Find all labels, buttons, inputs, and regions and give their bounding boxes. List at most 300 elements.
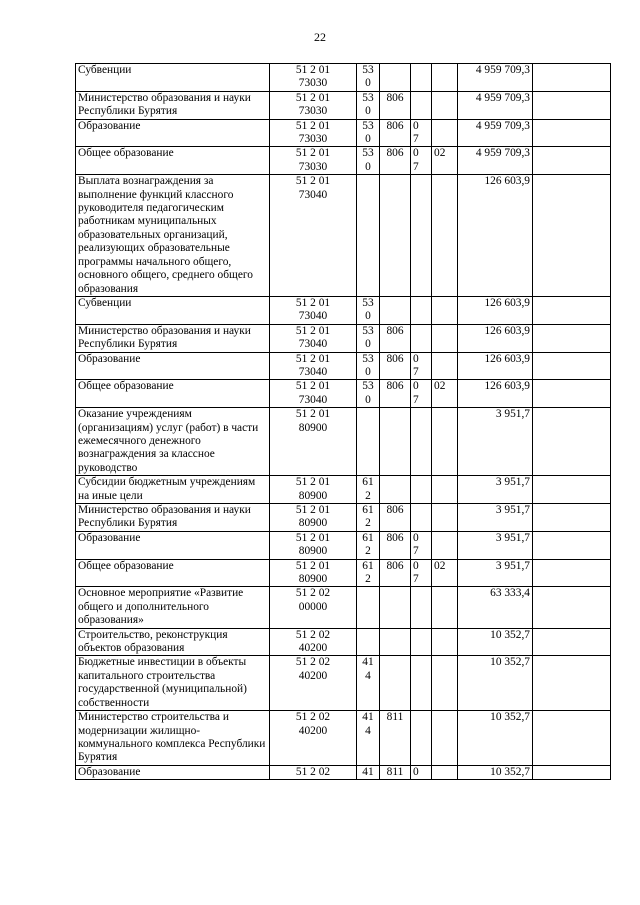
subsection-code-text: 02: [434, 147, 446, 160]
amount-cell: [458, 296, 533, 324]
subsection-code-cell: [432, 559, 458, 587]
target-article-code-text: 51 2 02: [295, 765, 331, 778]
amount-text: 126 603,9: [484, 324, 530, 337]
section-code-cell: [411, 119, 432, 147]
section-code-cell: [411, 408, 432, 476]
grbs-code-cell: [380, 559, 411, 587]
amount-text: 4 959 709,3: [475, 119, 530, 132]
section-code-cell: [411, 175, 432, 297]
amount-text: 10 352,7: [490, 711, 530, 724]
grbs-code-cell: [380, 64, 411, 92]
section-code-text: 0: [413, 352, 419, 365]
empty-cell: [533, 765, 611, 779]
expense-type-code-text: 0: [365, 105, 371, 118]
subsection-code-cell: [432, 628, 458, 656]
expense-type-code-cell: [357, 352, 380, 380]
expense-type-code-cell: [357, 531, 380, 559]
amount-cell: [458, 765, 533, 779]
expense-type-code-cell: [357, 711, 380, 766]
target-article-code-cell: [270, 352, 357, 380]
amount-cell: [458, 175, 533, 297]
target-article-code-cell: [270, 64, 357, 92]
table-row: [76, 296, 611, 324]
target-article-code-text: 51 2 01: [295, 380, 331, 393]
expense-name-text: Образование: [78, 765, 141, 778]
grbs-code-cell: [380, 765, 411, 779]
target-article-code-cell: [270, 324, 357, 352]
expense-name-text: Министерство образования и науки Республики Бурятия: [78, 91, 251, 118]
target-article-code-text: 73040: [298, 393, 328, 406]
expense-type-code-text: 0: [365, 393, 371, 406]
grbs-code-text: 806: [386, 324, 404, 337]
grbs-code-text: 806: [386, 91, 404, 104]
page-number: 22: [314, 30, 326, 44]
table-row: [76, 119, 611, 147]
empty-cell: [533, 711, 611, 766]
target-article-code-cell: [270, 656, 357, 711]
target-article-code-text: 51 2 02: [295, 711, 331, 724]
section-code-text: 7: [413, 365, 419, 378]
target-article-code-text: 73040: [298, 365, 328, 378]
grbs-code-cell: [380, 175, 411, 297]
section-code-cell: [411, 352, 432, 380]
target-article-code-text: 80900: [298, 517, 328, 530]
target-article-code-text: 80900: [298, 573, 328, 586]
table-row: [76, 656, 611, 711]
expense-type-code-cell: [357, 408, 380, 476]
expense-type-code-text: 4: [365, 724, 371, 737]
expense-type-code-cell: [357, 296, 380, 324]
expense-type-code-cell: [357, 147, 380, 175]
subsection-code-cell: [432, 531, 458, 559]
expense-name-text: Строительство, реконструкция объектов образования: [78, 628, 228, 655]
section-code-text: 0: [413, 765, 419, 778]
subsection-code-cell: [432, 504, 458, 532]
grbs-code-cell: [380, 119, 411, 147]
grbs-code-cell: [380, 91, 411, 119]
expense-type-code-text: 2: [365, 489, 371, 502]
target-article-code-text: 51 2 01: [295, 408, 331, 421]
expense-name-cell: [76, 711, 270, 766]
grbs-code-text: 806: [386, 504, 404, 516]
empty-cell: [533, 380, 611, 408]
expense-type-code-text: 4: [365, 669, 371, 682]
section-code-cell: [411, 504, 432, 532]
section-code-cell: [411, 656, 432, 711]
grbs-code-text: 806: [386, 380, 404, 393]
target-article-code-text: 80900: [298, 545, 328, 558]
expense-type-code-cell: [357, 175, 380, 297]
grbs-code-text: 806: [386, 119, 404, 132]
expense-name-text: Общее образование: [78, 147, 174, 160]
target-article-code-cell: [270, 628, 357, 656]
section-code-cell: [411, 380, 432, 408]
expense-name-cell: [76, 64, 270, 92]
subsection-code-text: 02: [434, 380, 446, 393]
expense-type-code-text: 53: [362, 64, 374, 76]
expense-type-code-text: 41: [362, 656, 374, 669]
section-code-text: 0: [413, 119, 419, 132]
target-article-code-cell: [270, 559, 357, 587]
grbs-code-text: 811: [386, 765, 404, 778]
amount-text: 10 352,7: [490, 628, 530, 641]
amount-text: 126 603,9: [484, 380, 530, 393]
expense-name-cell: [76, 656, 270, 711]
expense-type-code-text: 0: [365, 133, 371, 146]
subsection-code-cell: [432, 352, 458, 380]
target-article-code-cell: [270, 531, 357, 559]
expense-type-code-text: 53: [362, 352, 374, 365]
target-article-code-cell: [270, 504, 357, 532]
amount-cell: [458, 64, 533, 92]
target-article-code-text: 73030: [298, 133, 328, 146]
expense-name-text: Субвенции: [78, 64, 132, 76]
expense-type-code-text: 0: [365, 160, 371, 173]
empty-cell: [533, 296, 611, 324]
target-article-code-text: 51 2 01: [295, 64, 331, 76]
empty-cell: [533, 531, 611, 559]
target-article-code-text: 51 2 01: [295, 531, 331, 544]
amount-cell: [458, 656, 533, 711]
target-article-code-text: 51 2 01: [295, 147, 331, 160]
amount-cell: [458, 628, 533, 656]
expense-type-code-text: 2: [365, 517, 371, 530]
grbs-code-cell: [380, 324, 411, 352]
amount-text: 3 951,7: [495, 408, 530, 421]
expense-type-code-cell: [357, 324, 380, 352]
expense-name-cell: [76, 296, 270, 324]
target-article-code-cell: [270, 175, 357, 297]
subsection-code-cell: [432, 175, 458, 297]
amount-cell: [458, 324, 533, 352]
grbs-code-cell: [380, 628, 411, 656]
amount-cell: [458, 91, 533, 119]
expense-name-text: Образование: [78, 531, 141, 544]
amount-cell: [458, 559, 533, 587]
empty-cell: [533, 656, 611, 711]
grbs-code-cell: [380, 531, 411, 559]
target-article-code-text: 00000: [298, 600, 328, 613]
empty-cell: [533, 559, 611, 587]
section-code-text: 0: [413, 559, 419, 572]
section-code-text: 7: [413, 133, 419, 146]
section-code-cell: [411, 559, 432, 587]
empty-cell: [533, 119, 611, 147]
grbs-code-cell: [380, 587, 411, 628]
table-row: [76, 711, 611, 766]
expense-type-code-cell: [357, 119, 380, 147]
grbs-code-text: 806: [386, 352, 404, 365]
section-code-cell: [411, 147, 432, 175]
target-article-code-text: 51 2 01: [295, 324, 331, 337]
expense-type-code-cell: [357, 559, 380, 587]
table-row: [76, 587, 611, 628]
subsection-code-cell: [432, 476, 458, 504]
expense-name-text: Образование: [78, 119, 141, 132]
expense-type-code-text: 61: [362, 531, 374, 544]
section-code-text: 0: [413, 147, 419, 160]
amount-cell: [458, 476, 533, 504]
empty-cell: [533, 91, 611, 119]
amount-cell: [458, 408, 533, 476]
table-row: [76, 765, 611, 779]
table-row: [76, 408, 611, 476]
table-row: [76, 628, 611, 656]
subsection-code-cell: [432, 587, 458, 628]
target-article-code-text: 40200: [298, 724, 328, 737]
expense-name-cell: [76, 559, 270, 587]
expense-name-text: Общее образование: [78, 380, 174, 393]
expense-type-code-text: 61: [362, 476, 374, 489]
target-article-code-text: 51 2 01: [295, 504, 331, 516]
amount-text: 63 333,4: [490, 587, 530, 600]
budget-table-body: [76, 64, 611, 780]
subsection-code-text: 02: [434, 559, 446, 572]
empty-cell: [533, 64, 611, 92]
expense-name-cell: [76, 352, 270, 380]
expense-type-code-text: 61: [362, 504, 374, 516]
amount-text: 4 959 709,3: [475, 91, 530, 104]
grbs-code-cell: [380, 504, 411, 532]
amount-text: 3 951,7: [495, 559, 530, 572]
expense-type-code-text: 53: [362, 91, 374, 104]
expense-type-code-text: 53: [362, 296, 374, 309]
table-row: [76, 64, 611, 92]
target-article-code-text: 80900: [298, 489, 328, 502]
target-article-code-text: 51 2 02: [295, 656, 331, 669]
expense-type-code-cell: [357, 64, 380, 92]
section-code-text: 0: [413, 380, 419, 393]
grbs-code-cell: [380, 296, 411, 324]
section-code-text: 0: [413, 531, 419, 544]
expense-name-text: Образование: [78, 352, 141, 365]
expense-name-cell: [76, 587, 270, 628]
target-article-code-text: 51 2 01: [295, 119, 331, 132]
expense-type-code-text: 0: [365, 310, 371, 323]
section-code-cell: [411, 64, 432, 92]
empty-cell: [533, 147, 611, 175]
subsection-code-cell: [432, 711, 458, 766]
target-article-code-cell: [270, 91, 357, 119]
amount-text: 126 603,9: [484, 296, 530, 309]
expense-name-text: Министерство строительства и модернизации жилищно-коммунального комплекса Республики Бурятия: [78, 711, 266, 764]
expense-type-code-text: 2: [365, 573, 371, 586]
target-article-code-text: 73040: [298, 310, 328, 323]
expense-type-code-text: 53: [362, 324, 374, 337]
amount-text: 10 352,7: [490, 765, 530, 778]
expense-type-code-text: 53: [362, 119, 374, 132]
target-article-code-text: 51 2 01: [295, 559, 331, 572]
target-article-code-text: 51 2 01: [295, 91, 331, 104]
target-article-code-text: 51 2 02: [295, 587, 331, 600]
expense-name-text: Оказание учреждениям (организациям) услуг (работ) в части ежемесячного денежного вознаграждения за классное руководство: [78, 408, 259, 474]
empty-cell: [533, 175, 611, 297]
expense-name-text: Министерство образования и науки Республики Бурятия: [78, 324, 251, 351]
amount-text: 126 603,9: [484, 352, 530, 365]
section-code-cell: [411, 587, 432, 628]
target-article-code-cell: [270, 476, 357, 504]
target-article-code-text: 51 2 01: [295, 175, 331, 188]
expense-name-cell: [76, 175, 270, 297]
expense-name-cell: [76, 504, 270, 532]
amount-cell: [458, 352, 533, 380]
section-code-cell: [411, 711, 432, 766]
table-row: [76, 324, 611, 352]
expense-name-text: Субвенции: [78, 296, 132, 309]
amount-text: 3 951,7: [495, 476, 530, 489]
table-row: [76, 559, 611, 587]
table-row: [76, 476, 611, 504]
section-code-cell: [411, 296, 432, 324]
target-article-code-cell: [270, 711, 357, 766]
target-article-code-text: 51 2 01: [295, 476, 331, 489]
section-code-cell: [411, 91, 432, 119]
expense-name-text: Основное мероприятие «Развитие общего и дополнительного образования»: [78, 587, 244, 627]
expense-name-cell: [76, 476, 270, 504]
amount-cell: [458, 531, 533, 559]
grbs-code-cell: [380, 380, 411, 408]
expense-name-cell: [76, 119, 270, 147]
table-row: [76, 380, 611, 408]
expense-name-text: Выплата вознаграждения за выполнение функций классного руководителя педагогическим работникам муниципальных образовательных организаций, реализующих образовательные программы начального общего, основного общего, среднего общего образования: [78, 175, 253, 295]
subsection-code-cell: [432, 324, 458, 352]
target-article-code-cell: [270, 380, 357, 408]
expense-name-cell: [76, 531, 270, 559]
amount-text: 10 352,7: [490, 656, 530, 669]
amount-cell: [458, 587, 533, 628]
expense-type-code-text: 2: [365, 545, 371, 558]
expense-name-cell: [76, 324, 270, 352]
target-article-code-text: 73040: [298, 338, 328, 351]
expense-type-code-cell: [357, 476, 380, 504]
budget-table: [75, 63, 611, 780]
target-article-code-text: 80900: [298, 421, 328, 434]
table-row: [76, 352, 611, 380]
subsection-code-cell: [432, 408, 458, 476]
section-code-cell: [411, 765, 432, 779]
section-code-text: 7: [413, 545, 419, 558]
expense-type-code-cell: [357, 628, 380, 656]
expense-type-code-text: 0: [365, 77, 371, 90]
target-article-code-text: 51 2 02: [295, 628, 331, 641]
subsection-code-cell: [432, 147, 458, 175]
section-code-cell: [411, 531, 432, 559]
section-code-text: 7: [413, 393, 419, 406]
grbs-code-text: 806: [386, 559, 404, 572]
expense-name-text: Субсидии бюджетным учреждениям на иные цели: [78, 476, 256, 502]
expense-type-code-text: 41: [362, 765, 374, 778]
subsection-code-cell: [432, 64, 458, 92]
grbs-code-cell: [380, 352, 411, 380]
amount-text: 4 959 709,3: [475, 64, 530, 76]
table-row: [76, 531, 611, 559]
subsection-code-cell: [432, 656, 458, 711]
target-article-code-cell: [270, 408, 357, 476]
amount-text: 4 959 709,3: [475, 147, 530, 160]
expense-name-cell: [76, 408, 270, 476]
expense-type-code-cell: [357, 656, 380, 711]
target-article-code-cell: [270, 587, 357, 628]
subsection-code-cell: [432, 380, 458, 408]
section-code-text: 7: [413, 160, 419, 173]
expense-type-code-text: 41: [362, 711, 374, 724]
target-article-code-text: 73030: [298, 77, 328, 90]
amount-cell: [458, 711, 533, 766]
expense-type-code-cell: [357, 504, 380, 532]
expense-type-code-text: 0: [365, 338, 371, 351]
table-row: [76, 175, 611, 297]
expense-type-code-text: 61: [362, 559, 374, 572]
table-row: [76, 91, 611, 119]
empty-cell: [533, 628, 611, 656]
expense-name-cell: [76, 765, 270, 779]
target-article-code-text: 40200: [298, 642, 328, 655]
grbs-code-cell: [380, 408, 411, 476]
amount-text: 3 951,7: [495, 504, 530, 516]
expense-type-code-cell: [357, 587, 380, 628]
expense-name-cell: [76, 380, 270, 408]
target-article-code-text: 73030: [298, 160, 328, 173]
table-row: [76, 147, 611, 175]
subsection-code-cell: [432, 91, 458, 119]
target-article-code-text: 51 2 01: [295, 296, 331, 309]
empty-cell: [533, 408, 611, 476]
expense-name-text: Бюджетные инвестиции в объекты капитального строительства государственной (муниципальной) собственности: [78, 656, 247, 709]
grbs-code-text: 806: [386, 531, 404, 544]
target-article-code-cell: [270, 765, 357, 779]
target-article-code-cell: [270, 296, 357, 324]
section-code-cell: [411, 476, 432, 504]
subsection-code-cell: [432, 296, 458, 324]
target-article-code-text: 73030: [298, 105, 328, 118]
section-code-cell: [411, 628, 432, 656]
empty-cell: [533, 352, 611, 380]
expense-type-code-cell: [357, 765, 380, 779]
target-article-code-cell: [270, 147, 357, 175]
amount-cell: [458, 119, 533, 147]
empty-cell: [533, 476, 611, 504]
amount-cell: [458, 504, 533, 532]
grbs-code-cell: [380, 476, 411, 504]
target-article-code-cell: [270, 119, 357, 147]
expense-type-code-text: 53: [362, 147, 374, 160]
grbs-code-text: 806: [386, 147, 404, 160]
expense-name-text: Министерство образования и науки Республики Бурятия: [78, 504, 251, 530]
expense-type-code-text: 0: [365, 365, 371, 378]
subsection-code-cell: [432, 765, 458, 779]
amount-text: 126 603,9: [484, 175, 530, 188]
grbs-code-text: 811: [386, 711, 404, 724]
expense-name-cell: [76, 91, 270, 119]
expense-type-code-cell: [357, 380, 380, 408]
target-article-code-text: 51 2 01: [295, 352, 331, 365]
expense-name-cell: [76, 147, 270, 175]
section-code-cell: [411, 324, 432, 352]
empty-cell: [533, 504, 611, 532]
expense-type-code-cell: [357, 91, 380, 119]
section-code-text: 7: [413, 573, 419, 586]
amount-text: 3 951,7: [495, 531, 530, 544]
expense-name-cell: [76, 628, 270, 656]
empty-cell: [533, 587, 611, 628]
amount-cell: [458, 380, 533, 408]
amount-cell: [458, 147, 533, 175]
expense-type-code-text: 53: [362, 380, 374, 393]
empty-cell: [533, 324, 611, 352]
expense-name-text: Общее образование: [78, 559, 174, 572]
subsection-code-cell: [432, 119, 458, 147]
grbs-code-cell: [380, 147, 411, 175]
